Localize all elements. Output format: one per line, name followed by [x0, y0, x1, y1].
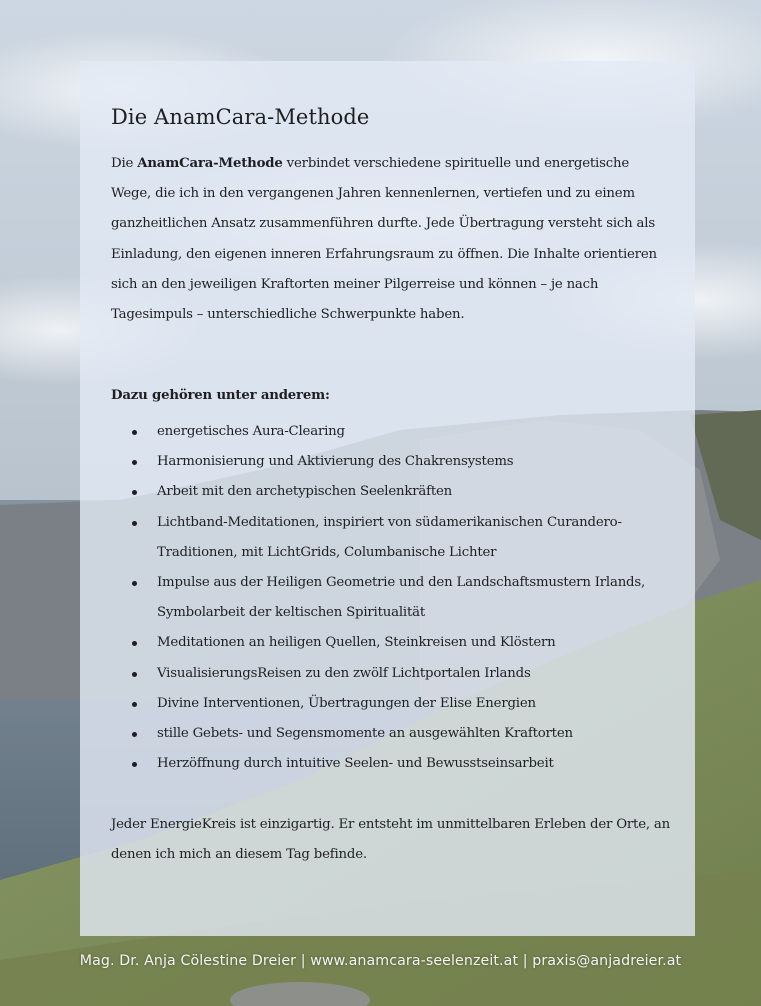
- bullet-icon: [132, 641, 137, 646]
- list-item: [111, 447, 671, 477]
- footer-contact-line: Mag. Dr. Anja Cölestine Dreier | www.anamcara-seelenzeit.at | praxis@anjadreier.at: [79, 953, 682, 969]
- bullet-icon: [132, 490, 137, 495]
- page-title: Die AnamCara-Methode: [111, 105, 370, 129]
- list-item: [111, 659, 671, 689]
- method-list: [111, 417, 671, 779]
- list-item-text: Arbeit mit den archetypischen Seelenkräften: [157, 484, 453, 500]
- bullet-icon: [132, 460, 137, 465]
- list-item: [111, 749, 671, 779]
- intro-lead: Die: [111, 156, 138, 171]
- bullet-icon: [132, 430, 137, 435]
- list-item-text: Harmonisierung und Aktivierung des Chakrensystems: [157, 454, 514, 470]
- bullet-icon: [132, 702, 137, 707]
- bullet-icon: [132, 521, 137, 526]
- list-heading: Dazu gehören unter anderem:: [111, 388, 330, 403]
- list-item: [111, 477, 671, 507]
- content-panel: [80, 61, 695, 936]
- bullet-icon: [132, 672, 137, 677]
- bullet-icon: [132, 732, 137, 737]
- list-item-text: VisualisierungsReisen zu den zwölf Lichtportalen Irlands: [157, 665, 531, 681]
- list-item-text: Herzöffnung durch intuitive Seelen- und Bewusstseinsarbeit: [157, 756, 554, 772]
- list-item-text: stille Gebets- und Segensmomente an ausgewählten Kraftorten: [157, 726, 573, 742]
- list-item: [111, 508, 671, 568]
- method-name-bold: AnamCara-Methode: [137, 156, 283, 171]
- list-item-text: Meditationen an heiligen Quellen, Steinkreisen und Klöstern: [157, 635, 556, 651]
- bullet-icon: [132, 581, 137, 586]
- intro-rest: verbindet verschiedene spirituelle und energetische Wege, die ich in den vergangenen Jahren kennenlernen, vertiefen und zu einem ganzheitlichen Ansatz zusammenführen durfte. Jede Übertragung versteht sich als Einladung, den eigenen inneren Erfahrungsraum zu öffnen. Die Inhalte orientieren sich an den jeweiligen Kraftorten meiner Pilgerreise und können – je nach Tagesimpuls – unterschiedliche Schwerpunkte haben.: [111, 156, 657, 323]
- closing-paragraph: Jeder EnergieKreis ist einzigartig. Er entsteht im unmittelbaren Erleben der Orte, an denen ich mich an diesem Tag befinde.: [111, 817, 671, 863]
- intro-paragraph: [111, 149, 671, 330]
- list-item: [111, 568, 671, 628]
- list-item: [111, 689, 671, 719]
- list-item: [111, 628, 671, 658]
- list-item-text: energetisches Aura-Clearing: [157, 424, 345, 439]
- list-item: [111, 417, 671, 447]
- bullet-icon: [132, 762, 137, 767]
- list-item-text: Lichtband-Meditationen, inspiriert von südamerikanischen Curandero-Traditionen, mit LichtGrids, Columbanische Lichter: [157, 514, 622, 560]
- list-item: [111, 719, 671, 749]
- list-item-text: Impulse aus der Heiligen Geometrie und den Landschaftsmustern Irlands, Symbolarbeit der keltischen Spiritualität: [157, 575, 646, 621]
- list-item-text: Divine Interventionen, Übertragungen der Elise Energien: [157, 695, 536, 711]
